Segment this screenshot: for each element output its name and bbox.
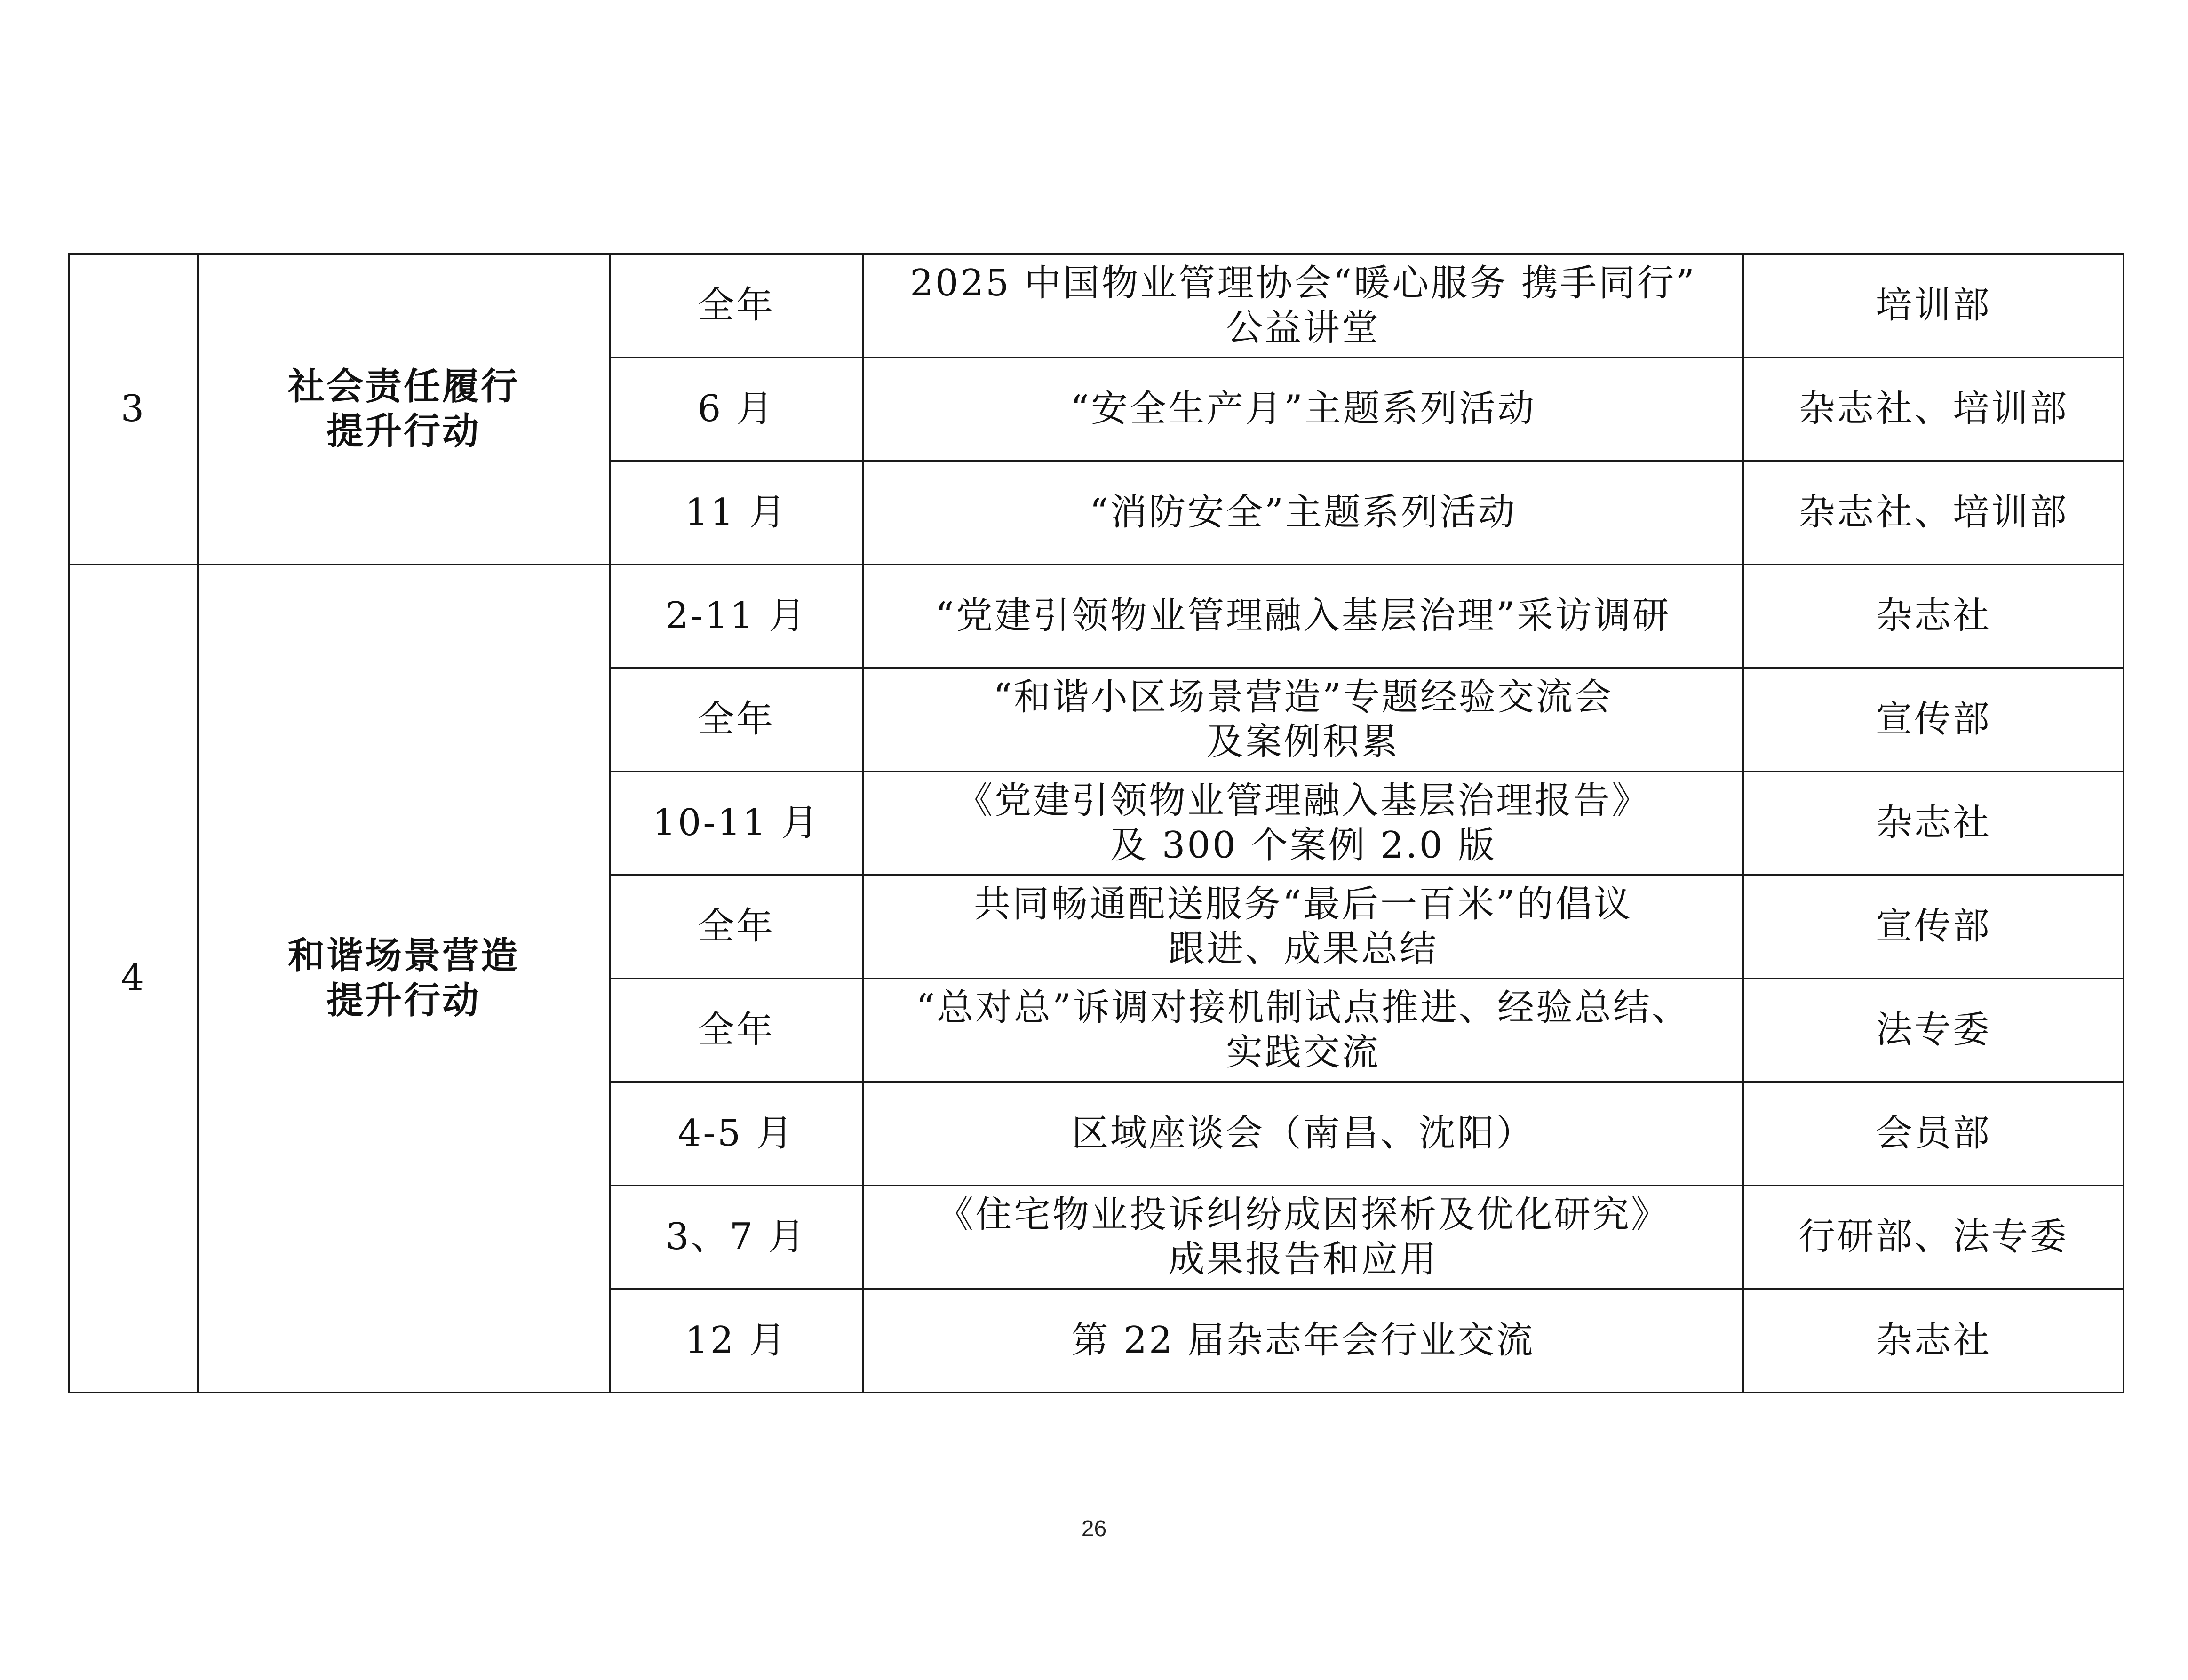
time-cell: 12 月 xyxy=(610,1289,863,1393)
item-number: 4 xyxy=(69,565,198,1393)
content-line: “和谐小区场景营造”专题经验交流会 xyxy=(993,676,1613,718)
content-cell xyxy=(863,875,1743,979)
content-line: 2025 中国物业管理协会“暖心服务 携手同行” xyxy=(910,262,1696,304)
content-line: 及案例积累 xyxy=(1206,721,1400,763)
time-cell: 4-5 月 xyxy=(610,1082,863,1186)
category-line: 和谐场景营造 xyxy=(287,934,519,977)
activity-table xyxy=(68,253,2124,1393)
item-number: 3 xyxy=(69,254,198,565)
dept-cell: 宣传部 xyxy=(1743,668,2124,772)
time-cell: 全年 xyxy=(610,668,863,772)
dept-cell: 宣传部 xyxy=(1743,875,2124,979)
dept-cell: 培训部 xyxy=(1743,254,2124,358)
content-cell xyxy=(863,979,1743,1082)
time-cell: 10-11 月 xyxy=(610,772,863,875)
content-cell xyxy=(863,1186,1743,1289)
table-row xyxy=(69,254,2124,358)
dept-cell: 会员部 xyxy=(1743,1082,2124,1186)
content-line: 公益讲堂 xyxy=(1225,307,1380,349)
dept-cell: 法专委 xyxy=(1743,979,2124,1082)
time-cell: 全年 xyxy=(610,254,863,358)
content-line: 区域座谈会（南昌、沈阳） xyxy=(1071,1112,1535,1155)
dept-cell: 杂志社 xyxy=(1743,565,2124,668)
category-cell xyxy=(198,254,610,565)
content-line: 及 300 个案例 2.0 版 xyxy=(1109,824,1497,867)
table-row xyxy=(69,565,2124,668)
time-cell: 2-11 月 xyxy=(610,565,863,668)
time-cell: 全年 xyxy=(610,979,863,1082)
content-line: “消防安全”主题系列活动 xyxy=(1090,491,1517,534)
content-cell xyxy=(863,358,1743,461)
content-line: 共同畅通配送服务“最后一百米”的倡议 xyxy=(974,883,1632,925)
content-cell xyxy=(863,254,1743,358)
dept-cell: 杂志社、培训部 xyxy=(1743,358,2124,461)
dept-cell: 杂志社 xyxy=(1743,772,2124,875)
category-line: 提升行动 xyxy=(326,979,481,1022)
dept-cell: 杂志社、培训部 xyxy=(1743,461,2124,565)
content-cell xyxy=(863,565,1743,668)
time-cell: 全年 xyxy=(610,875,863,979)
content-line: 《住宅物业投诉纠纷成因探析及优化研究》 xyxy=(936,1193,1670,1236)
category-line: 提升行动 xyxy=(326,410,481,453)
content-line: 成果报告和应用 xyxy=(1168,1238,1438,1281)
category-cell xyxy=(198,565,610,1393)
content-line: “安全生产月”主题系列活动 xyxy=(1070,388,1536,430)
content-cell xyxy=(863,1289,1743,1393)
content-line: 第 22 届杂志年会行业交流 xyxy=(1071,1319,1535,1362)
content-cell xyxy=(863,772,1743,875)
content-cell xyxy=(863,461,1743,565)
content-line: 实践交流 xyxy=(1225,1031,1380,1074)
content-line: “总对总”诉调对接机制试点推进、经验总结、 xyxy=(916,986,1690,1029)
content-cell xyxy=(863,668,1743,772)
dept-cell: 行研部、法专委 xyxy=(1743,1186,2124,1289)
dept-cell: 杂志社 xyxy=(1743,1289,2124,1393)
category-line: 社会责任履行 xyxy=(287,365,519,408)
content-line: 《党建引领物业管理融入基层治理报告》 xyxy=(955,779,1650,822)
content-cell xyxy=(863,1082,1743,1186)
content-line: “党建引领物业管理融入基层治理”采访调研 xyxy=(935,595,1671,637)
time-cell: 11 月 xyxy=(610,461,863,565)
time-cell: 6 月 xyxy=(610,358,863,461)
content-line: 跟进、成果总结 xyxy=(1168,928,1438,970)
page-number: 26 xyxy=(1081,1516,1107,1541)
time-cell: 3、7 月 xyxy=(610,1186,863,1289)
